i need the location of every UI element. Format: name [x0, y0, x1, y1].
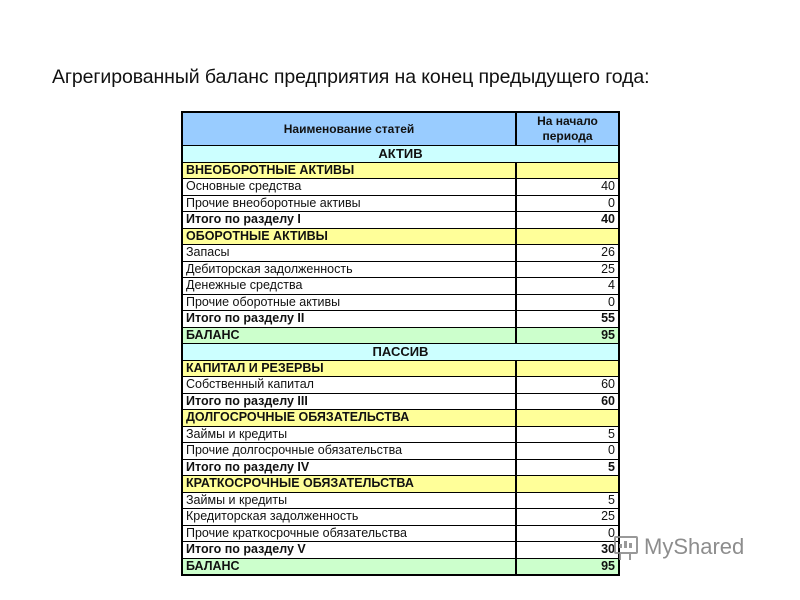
row-label: Прочие долгосрочные обязательства	[182, 443, 516, 460]
row-label: ПАССИВ	[182, 344, 619, 361]
row-label: ВНЕОБОРОТНЫЕ АКТИВЫ	[182, 162, 516, 179]
row-label: ДОЛГОСРОЧНЫЕ ОБЯЗАТЕЛЬСТВА	[182, 410, 516, 427]
row-value	[516, 162, 619, 179]
row-label: БАЛАНС	[182, 558, 516, 575]
row-value: 30	[516, 542, 619, 559]
table-row	[182, 195, 619, 212]
group-row	[182, 162, 619, 179]
row-value: 60	[516, 393, 619, 410]
row-label: Прочие краткосрочные обязательства	[182, 525, 516, 542]
row-label: БАЛАНС	[182, 327, 516, 344]
total-row	[182, 459, 619, 476]
table-row	[182, 278, 619, 295]
row-label: Займы и кредиты	[182, 426, 516, 443]
row-value: 25	[516, 509, 619, 526]
header-value-line2: периода	[542, 129, 593, 143]
total-row	[182, 212, 619, 229]
row-value: 95	[516, 327, 619, 344]
table-row	[182, 426, 619, 443]
table-row	[182, 179, 619, 196]
row-label: Дебиторская задолженность	[182, 261, 516, 278]
watermark	[612, 534, 744, 560]
header-value-line1: На начало	[537, 114, 598, 128]
balance-table	[181, 111, 620, 576]
row-value: 40	[516, 212, 619, 229]
table-row	[182, 261, 619, 278]
table-header-row	[182, 112, 619, 146]
row-value: 95	[516, 558, 619, 575]
balance-total-row	[182, 558, 619, 575]
row-label: КАПИТАЛ И РЕЗЕРВЫ	[182, 360, 516, 377]
row-label: Итого по разделу I	[182, 212, 516, 229]
table-row	[182, 525, 619, 542]
row-value: 5	[516, 492, 619, 509]
row-label: Итого по разделу V	[182, 542, 516, 559]
section-row-passiv	[182, 344, 619, 361]
header-name-column: Наименование статей	[182, 112, 516, 146]
row-value	[516, 410, 619, 427]
row-label: Собственный капитал	[182, 377, 516, 394]
table-row	[182, 443, 619, 460]
page-title: Агрегированный баланс предприятия на конец предыдущего года:	[52, 66, 650, 88]
row-label: Прочие оборотные активы	[182, 294, 516, 311]
table-row	[182, 492, 619, 509]
watermark-text: MyShared	[644, 534, 745, 559]
total-row	[182, 311, 619, 328]
row-label: Итого по разделу II	[182, 311, 516, 328]
section-row-aktiv	[182, 146, 619, 163]
row-label: КРАТКОСРОЧНЫЕ ОБЯЗАТЕЛЬСТВА	[182, 476, 516, 493]
row-label: ОБОРОТНЫЕ АКТИВЫ	[182, 228, 516, 245]
row-value	[516, 228, 619, 245]
row-value: 0	[516, 525, 619, 542]
row-label: Основные средства	[182, 179, 516, 196]
row-value: 60	[516, 377, 619, 394]
row-value: 26	[516, 245, 619, 262]
total-row	[182, 393, 619, 410]
row-value: 55	[516, 311, 619, 328]
row-label: Кредиторская задолженность	[182, 509, 516, 526]
table-row	[182, 377, 619, 394]
row-value: 4	[516, 278, 619, 295]
row-label: Итого по разделу III	[182, 393, 516, 410]
row-value	[516, 360, 619, 377]
group-row	[182, 228, 619, 245]
row-label: Запасы	[182, 245, 516, 262]
row-value: 5	[516, 459, 619, 476]
total-row	[182, 542, 619, 559]
group-row	[182, 476, 619, 493]
presentation-board-icon	[612, 534, 638, 560]
row-label: Денежные средства	[182, 278, 516, 295]
row-label: Прочие внеоборотные активы	[182, 195, 516, 212]
row-value	[516, 476, 619, 493]
row-value: 0	[516, 294, 619, 311]
header-value-column	[516, 112, 619, 146]
row-value: 0	[516, 195, 619, 212]
row-value: 0	[516, 443, 619, 460]
group-row	[182, 410, 619, 427]
row-label: Займы и кредиты	[182, 492, 516, 509]
table-row	[182, 509, 619, 526]
group-row	[182, 360, 619, 377]
row-value: 5	[516, 426, 619, 443]
row-value: 25	[516, 261, 619, 278]
row-label: АКТИВ	[182, 146, 619, 163]
table-row	[182, 294, 619, 311]
row-value: 40	[516, 179, 619, 196]
balance-total-row	[182, 327, 619, 344]
table-row	[182, 245, 619, 262]
row-label: Итого по разделу IV	[182, 459, 516, 476]
